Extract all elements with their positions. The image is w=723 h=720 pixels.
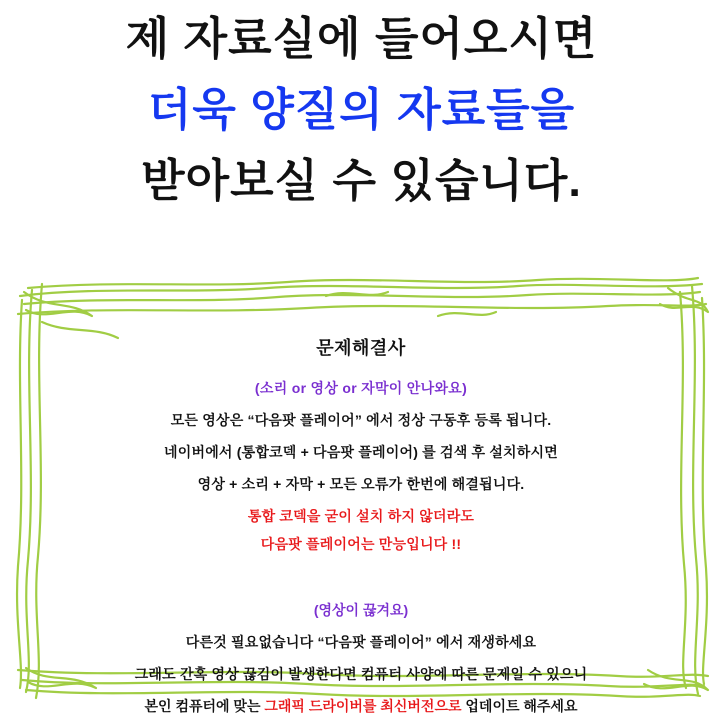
section2-mixed-pre: 본인 컴퓨터에 맞는 — [144, 698, 265, 714]
headline-line-2: 더욱 양질의 자료들을 — [147, 84, 576, 135]
section1-line-2: 네이버에서 (통합코덱 + 다음팟 플레이어) 를 검색 후 설치하시면 — [164, 444, 558, 460]
section2-line-1: 다른것 필요없습니다 “다음팟 플레이어” 에서 재생하세요 — [185, 634, 537, 650]
notice-content — [8, 270, 714, 714]
section-divider — [8, 554, 714, 574]
section2-mixed-line — [8, 696, 714, 716]
section2-subtitle: (영상이 끊겨요) — [313, 602, 409, 618]
section1-red-line-1: 통합 코덱을 굳이 설치 하지 않더라도 — [247, 508, 475, 524]
section2-line-2: 그래도 간혹 영상 끊김이 발생한다면 컴퓨터 사양에 따른 문제일 수 있으니 — [134, 666, 588, 682]
notice-title: 문제해결사 — [316, 338, 406, 358]
section2-mixed-post: 업데이트 해주세요 — [461, 698, 578, 714]
section1-red-line-2: 다음팟 플레이어는 만능입니다 !! — [260, 536, 462, 552]
section1-line-3: 영상 + 소리 + 자막 + 모든 오류가 한번에 해결됩니다. — [197, 476, 525, 492]
section1-subtitle: (소리 or 영상 or 자막이 안나와요) — [254, 380, 468, 396]
headline-line-3: 받아보실 수 있습니다. — [141, 155, 582, 206]
section2-mixed-red: 그래픽 드라이버를 최신버전으로 — [264, 698, 462, 714]
headline-line-1: 제 자료실에 들어오시면 — [125, 13, 598, 64]
section1-line-1: 모든 영상은 “다음팟 플레이어” 에서 정상 구동후 등록 됩니다. — [170, 412, 552, 428]
headline-block — [0, 13, 723, 206]
